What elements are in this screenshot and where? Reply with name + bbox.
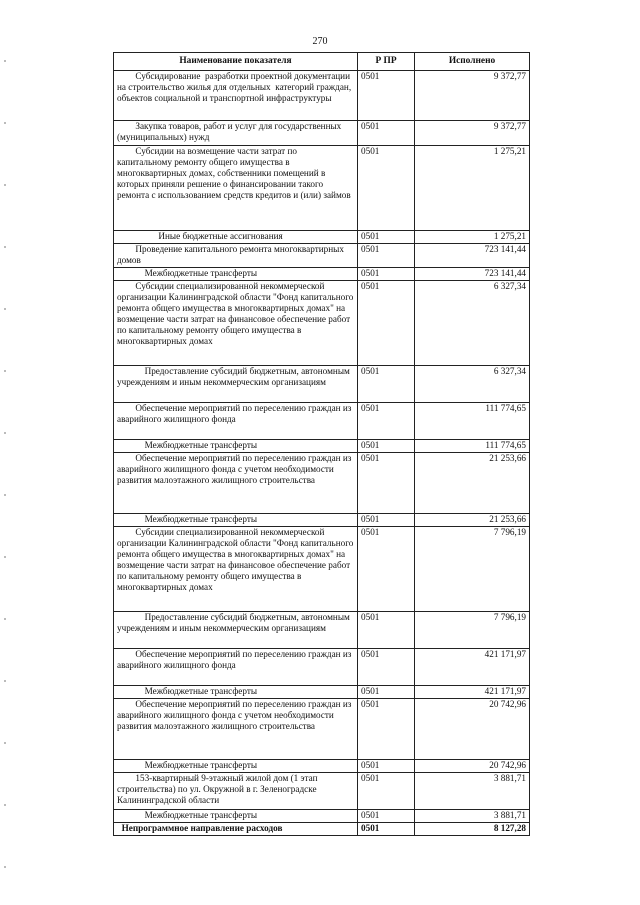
table-row bbox=[114, 281, 530, 366]
row-code-cell: 0501 bbox=[358, 121, 415, 146]
row-name-cell: Обеспечение мероприятий по переселению граждан из аварийного жилищного фонда с учетом необходимости развития малоэтажного жилищного строительства bbox=[114, 453, 358, 514]
row-value-cell: 421 171,97 bbox=[415, 649, 530, 686]
row-value-cell: 20 742,96 bbox=[415, 760, 530, 773]
table-row bbox=[114, 121, 530, 146]
row-code-cell: 0501 bbox=[358, 453, 415, 514]
table-row bbox=[114, 527, 530, 612]
row-code-cell: 0501 bbox=[358, 514, 415, 527]
row-code-cell: 0501 bbox=[358, 699, 415, 760]
row-code-cell: 0501 bbox=[358, 440, 415, 453]
table-row bbox=[114, 440, 530, 453]
row-code-cell: 0501 bbox=[358, 244, 415, 268]
table-row bbox=[114, 146, 530, 231]
table-header-row bbox=[114, 53, 530, 71]
row-value-cell: 8 127,28 bbox=[415, 823, 530, 836]
row-code-cell: 0501 bbox=[358, 231, 415, 244]
row-value-cell: 3 881,71 bbox=[415, 773, 530, 810]
row-value-cell: 111 774,65 bbox=[415, 403, 530, 440]
table-row bbox=[114, 231, 530, 244]
row-name-cell: Непрограммное направление расходов bbox=[114, 823, 358, 836]
row-name-cell: Межбюджетные трансферты bbox=[114, 268, 358, 281]
row-name-cell: Межбюджетные трансферты bbox=[114, 810, 358, 823]
table-row bbox=[114, 760, 530, 773]
row-value-cell: 1 275,21 bbox=[415, 146, 530, 231]
row-value-cell: 21 253,66 bbox=[415, 453, 530, 514]
row-value-cell: 6 327,34 bbox=[415, 366, 530, 403]
row-name-cell: Субсидии специализированной некоммерческой организации Калининградской области "Фонд капитального ремонта общего имущества в многоквартирных домах" на возмещение части затрат на финансовое обеспечение работ по капитальному ремонту общего имущества в многоквартирных домах bbox=[114, 527, 358, 612]
table-body bbox=[114, 71, 530, 836]
row-name-cell: Межбюджетные трансферты bbox=[114, 440, 358, 453]
row-value-cell: 7 796,19 bbox=[415, 612, 530, 649]
row-value-cell: 3 881,71 bbox=[415, 810, 530, 823]
table-row bbox=[114, 810, 530, 823]
table-row bbox=[114, 453, 530, 514]
table-row bbox=[114, 403, 530, 440]
table-row bbox=[114, 823, 530, 836]
row-name-cell: Обеспечение мероприятий по переселению граждан из аварийного жилищного фонда bbox=[114, 649, 358, 686]
table-row bbox=[114, 773, 530, 810]
row-value-cell: 723 141,44 bbox=[415, 268, 530, 281]
row-name-cell: Межбюджетные трансферты bbox=[114, 686, 358, 699]
row-name-cell: Иные бюджетные ассигнования bbox=[114, 231, 358, 244]
row-code-cell: 0501 bbox=[358, 366, 415, 403]
row-value-cell: 6 327,34 bbox=[415, 281, 530, 366]
page-number: 270 bbox=[312, 36, 328, 47]
row-name-cell: Межбюджетные трансферты bbox=[114, 514, 358, 527]
row-value-cell: 421 171,97 bbox=[415, 686, 530, 699]
row-code-cell: 0501 bbox=[358, 649, 415, 686]
row-value-cell: 723 141,44 bbox=[415, 244, 530, 268]
row-code-cell: 0501 bbox=[358, 612, 415, 649]
row-value-cell: 9 372,77 bbox=[415, 71, 530, 121]
row-name-cell: 153-квартирный 9-этажный жилой дом (1 этап строительства) по ул. Окружной в г. Зеленоградске Калининградской области bbox=[114, 773, 358, 810]
table-row bbox=[114, 244, 530, 268]
row-code-cell: 0501 bbox=[358, 268, 415, 281]
row-name-cell: Обеспечение мероприятий по переселению граждан из аварийного жилищного фонда с учетом необходимости развития малоэтажного жилищного строительства bbox=[114, 699, 358, 760]
row-name-cell: Закупка товаров, работ и услуг для государственных (муниципальных) нужд bbox=[114, 121, 358, 146]
row-code-cell: 0501 bbox=[358, 760, 415, 773]
row-name-cell: Предоставление субсидий бюджетным, автономным учреждениям и иным некоммерческим организациям bbox=[114, 612, 358, 649]
row-code-cell: 0501 bbox=[358, 281, 415, 366]
table-row bbox=[114, 514, 530, 527]
row-value-cell: 21 253,66 bbox=[415, 514, 530, 527]
table-row bbox=[114, 71, 530, 121]
row-value-cell: 7 796,19 bbox=[415, 527, 530, 612]
expenditure-table bbox=[113, 52, 530, 836]
row-value-cell: 111 774,65 bbox=[415, 440, 530, 453]
row-name-cell: Предоставление субсидий бюджетным, автономным учреждениям и иным некоммерческим организациям bbox=[114, 366, 358, 403]
row-code-cell: 0501 bbox=[358, 146, 415, 231]
row-name-cell: Межбюджетные трансферты bbox=[114, 760, 358, 773]
row-code-cell: 0501 bbox=[358, 810, 415, 823]
row-name-cell: Проведение капитального ремонта многоквартирных домов bbox=[114, 244, 358, 268]
row-name-cell: Обеспечение мероприятий по переселению граждан из аварийного жилищного фонда bbox=[114, 403, 358, 440]
row-code-cell: 0501 bbox=[358, 773, 415, 810]
table-row bbox=[114, 686, 530, 699]
column-header-code: Р ПР bbox=[358, 53, 415, 71]
row-name-cell: Субсидии специализированной некоммерческой организации Калининградской области "Фонд капитального ремонта общего имущества в многоквартирных домах" на возмещение части затрат на финансовое обеспечение работ по капитальному ремонту общего имущества в многоквартирных домах bbox=[114, 281, 358, 366]
row-code-cell: 0501 bbox=[358, 527, 415, 612]
row-code-cell: 0501 bbox=[358, 403, 415, 440]
table-row bbox=[114, 699, 530, 760]
table-row bbox=[114, 649, 530, 686]
row-value-cell: 9 372,77 bbox=[415, 121, 530, 146]
table-row bbox=[114, 366, 530, 403]
row-code-cell: 0501 bbox=[358, 823, 415, 836]
row-value-cell: 20 742,96 bbox=[415, 699, 530, 760]
column-header-name: Наименование показателя bbox=[114, 53, 358, 71]
scan-edge-marks bbox=[4, 0, 6, 905]
row-code-cell: 0501 bbox=[358, 71, 415, 121]
table-row bbox=[114, 268, 530, 281]
row-code-cell: 0501 bbox=[358, 686, 415, 699]
row-value-cell: 1 275,21 bbox=[415, 231, 530, 244]
row-name-cell: Субсидии на возмещение части затрат по капитальному ремонту общего имущества в многоквартирных домах, собственники помещений в которых приняли решение о финансировании такого ремонта с использованием средств кредитов и (или) займов bbox=[114, 146, 358, 231]
row-name-cell: Субсидирование разработки проектной документации на строительство жилья для отдельных категорий граждан, объектов социальной и транспортной инфраструктуры bbox=[114, 71, 358, 121]
table-row bbox=[114, 612, 530, 649]
column-header-value: Исполнено bbox=[415, 53, 530, 71]
